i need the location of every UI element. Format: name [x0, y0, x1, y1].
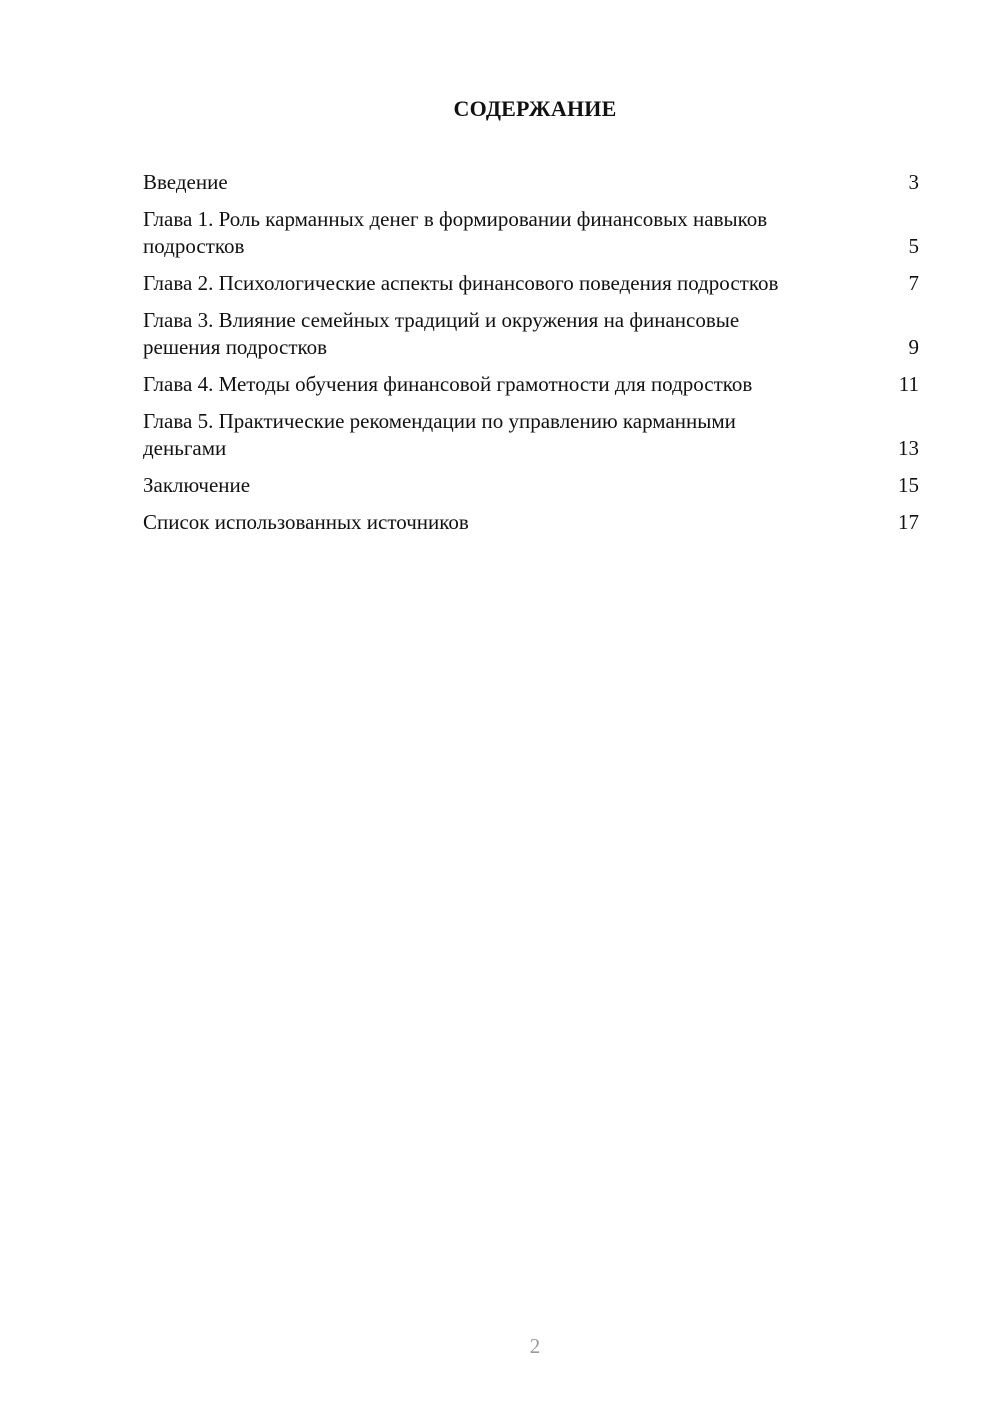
toc-entry: [143, 371, 919, 398]
toc-entry-text: Список использованных источников: [143, 510, 469, 534]
toc-entry-text: Заключение: [143, 473, 251, 497]
toc-entry-page: 9: [908, 335, 919, 359]
toc-entry-page: 5: [908, 234, 919, 258]
toc-entry-text: Глава 1. Роль карманных денег в формировании финансовых навыков подростков: [143, 207, 768, 258]
toc-entry-page: 11: [898, 372, 919, 396]
toc-entry-text: Глава 2. Психологические аспекты финансового поведения подростков: [143, 271, 779, 295]
toc-entry-page: 15: [898, 473, 919, 497]
toc-entry-text: Введение: [143, 170, 228, 194]
toc-title: СОДЕРЖАНИЕ: [453, 96, 617, 121]
page-number: 2: [529, 1334, 541, 1358]
toc-entry-text: Глава 4. Методы обучения финансовой грамотности для подростков: [143, 372, 753, 396]
toc-entry: [143, 206, 919, 260]
toc-entry-text: Глава 3. Влияние семейных традиций и окружения на финансовые решения подростков: [143, 308, 740, 359]
toc-entry-page: 13: [898, 436, 919, 460]
table-of-contents: [143, 169, 919, 546]
toc-entry: [143, 307, 919, 361]
toc-entry: [143, 408, 919, 462]
toc-entry-page: 17: [898, 510, 919, 534]
toc-entry: [143, 472, 919, 499]
toc-entry: [143, 169, 919, 196]
toc-entry-text: Глава 5. Практические рекомендации по управлению карманными деньгами: [143, 409, 736, 460]
toc-entry: [143, 509, 919, 536]
toc-entry: [143, 270, 919, 297]
toc-entry-page: 7: [908, 271, 919, 295]
toc-entry-page: 3: [908, 170, 919, 194]
